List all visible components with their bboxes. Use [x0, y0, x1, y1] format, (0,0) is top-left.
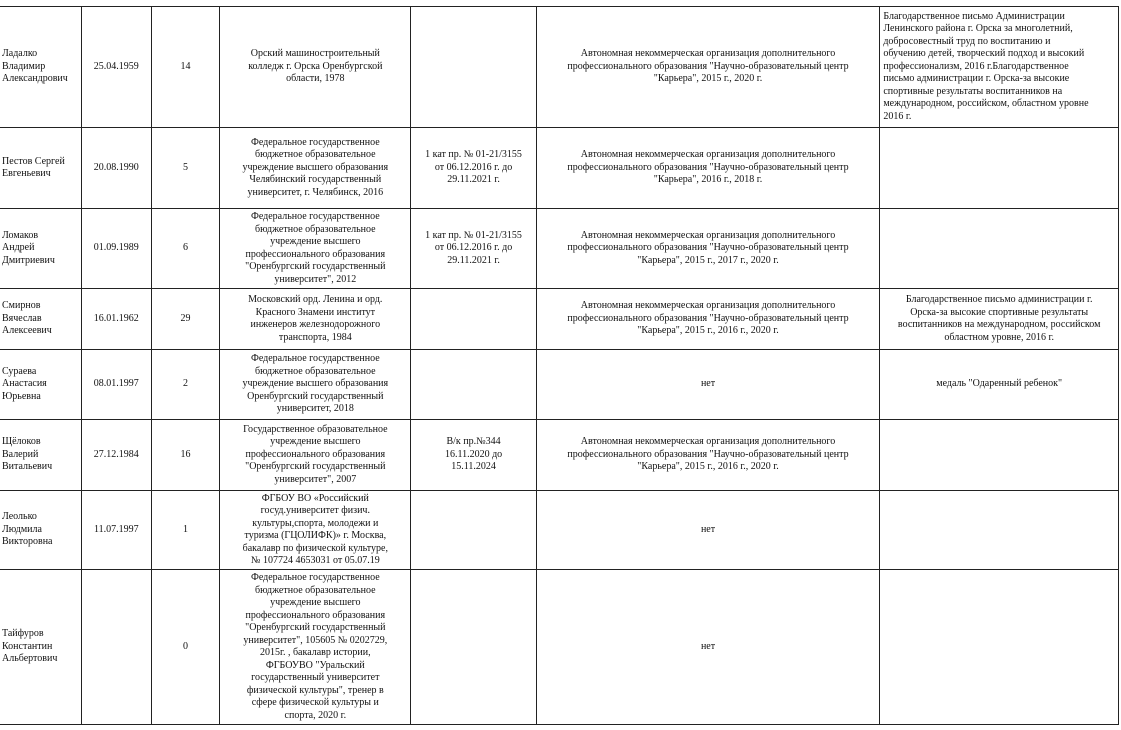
cell-birth-date: 01.09.1989: [81, 209, 151, 289]
cell-name: Сураева Анастасия Юрьевна: [0, 350, 81, 420]
table-row: [0, 7, 1119, 128]
cell-education: ФГБОУ ВО «Российский госуд.университет физич. культуры,спорта, молодежи и туризма (ГЦОЛИФК)» г. Москва, бакалавр по физической культуре, № 107724 4653031 от 05.07.19: [220, 491, 411, 570]
cell-birth-date: 08.01.1997: [81, 350, 151, 420]
cell-category: 1 кат пр. № 01-21/3155 от 06.12.2016 г. до 29.11.2021 г.: [411, 128, 536, 209]
cell-education: Государственное образовательное учреждение высшего профессионального образования "Оренбургский государственный университет", 2007: [220, 420, 411, 491]
table-row: [0, 209, 1119, 289]
table-row: [0, 289, 1119, 350]
cell-birth-date: 11.07.1997: [81, 491, 151, 570]
cell-experience: 16: [151, 420, 220, 491]
cell-education: Федеральное государственное бюджетное образовательное учреждение высшего образования Челябинский государственный университет, г. Челябинск, 2016: [220, 128, 411, 209]
cell-awards: [880, 491, 1119, 570]
cell-courses: Автономная некоммерческая организация дополнительного профессионального образования "Научно-образовательный центр "Карьера", 2016 г., 2018 г.: [536, 128, 880, 209]
cell-education: Федеральное государственное бюджетное образовательное учреждение высшего образования Оренбургский государственный университет, 2018: [220, 350, 411, 420]
cell-birth-date: [81, 570, 151, 725]
cell-category: 1 кат пр. № 01-21/3155 от 06.12.2016 г. до 29.11.2021 г.: [411, 209, 536, 289]
cell-awards: [880, 570, 1119, 725]
cell-birth-date: 16.01.1962: [81, 289, 151, 350]
table-row: [0, 491, 1119, 570]
cell-name: Ладалко Владимир Александрович: [0, 7, 81, 128]
cell-education: Орский машиностроительный колледж г. Орска Оренбургской области, 1978: [220, 7, 411, 128]
cell-courses: Автономная некоммерческая организация дополнительного профессионального образования "Научно-образовательный центр "Карьера", 2015 г., 2016 г., 2020 г.: [536, 289, 880, 350]
cell-experience: 14: [151, 7, 220, 128]
cell-category: [411, 350, 536, 420]
cell-awards: Благодарственное письмо администрации г. Орска-за высокие спортивные результаты воспитанников на международном, российском областном уровне, 2016 г.: [880, 289, 1119, 350]
cell-name: Ломаков Андрей Дмитриевич: [0, 209, 81, 289]
cell-education: Федеральное государственное бюджетное образовательное учреждение высшего профессионального образования "Оренбургский государственный университет", 105605 № 0202729, 2015г. , бакалавр истории, ФГБОУВО "Уральский государственный университет физической культуры", тренер в сфере физической культуры и спорта, 2020 г.: [220, 570, 411, 725]
cell-courses: нет: [536, 570, 880, 725]
cell-courses: Автономная некоммерческая организация дополнительного профессионального образования "Научно-образовательный центр "Карьера", 2015 г., 2016 г., 2020 г.: [536, 420, 880, 491]
cell-experience: 29: [151, 289, 220, 350]
cell-awards: [880, 209, 1119, 289]
cell-name: Тайфуров Константин Альбертович: [0, 570, 81, 725]
cell-birth-date: 25.04.1959: [81, 7, 151, 128]
cell-name: Пестов Сергей Евгеньевич: [0, 128, 81, 209]
cell-experience: 1: [151, 491, 220, 570]
cell-category: [411, 7, 536, 128]
cell-name: Леолько Людмила Викторовна: [0, 491, 81, 570]
cell-category: [411, 491, 536, 570]
cell-birth-date: 20.08.1990: [81, 128, 151, 209]
cell-courses: нет: [536, 491, 880, 570]
cell-education: Федеральное государственное бюджетное образовательное учреждение высшего профессионального образования "Оренбургский государственный университет", 2012: [220, 209, 411, 289]
cell-experience: 6: [151, 209, 220, 289]
cell-category: [411, 289, 536, 350]
cell-awards: [880, 128, 1119, 209]
cell-experience: 0: [151, 570, 220, 725]
table-row: [0, 570, 1119, 725]
cell-awards: Благодарственное письмо Администрации Ленинского района г. Орска за многолетний, добросовестный труд по воспитанию и обучению детей, творческий подход и высокий профессионализм, 2016 г.Благодарственное письмо администрации г. Орска-за высокие спортивные результаты воспитанников на международном, российском, областном уровне 2016 г.: [880, 7, 1119, 128]
cell-name: Смирнов Вячеслав Алексеевич: [0, 289, 81, 350]
table-row: [0, 350, 1119, 420]
cell-courses: нет: [536, 350, 880, 420]
cell-education: Московский орд. Ленина и орд. Красного Знамени институт инженеров железнодорожного транспорта, 1984: [220, 289, 411, 350]
staff-table: [0, 6, 1119, 725]
table-row: [0, 128, 1119, 209]
cell-courses: Автономная некоммерческая организация дополнительного профессионального образования "Научно-образовательный центр "Карьера", 2015 г., 2017 г., 2020 г.: [536, 209, 880, 289]
cell-courses: Автономная некоммерческая организация дополнительного профессионального образования "Научно-образовательный центр "Карьера", 2015 г., 2020 г.: [536, 7, 880, 128]
cell-name: Щёлоков Валерий Витальевич: [0, 420, 81, 491]
cell-category: [411, 570, 536, 725]
cell-awards: [880, 420, 1119, 491]
cell-category: В/к пр.№344 16.11.2020 до 15.11.2024: [411, 420, 536, 491]
cell-awards: медаль "Одаренный ребенок": [880, 350, 1119, 420]
table-row: [0, 420, 1119, 491]
cell-experience: 5: [151, 128, 220, 209]
cell-birth-date: 27.12.1984: [81, 420, 151, 491]
cell-experience: 2: [151, 350, 220, 420]
